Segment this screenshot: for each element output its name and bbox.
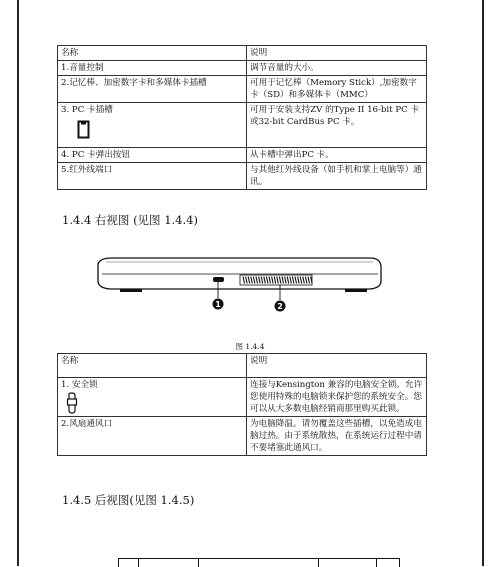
header-description: 说明	[247, 46, 427, 61]
header-description: 说明	[247, 354, 427, 378]
row-name-cell	[58, 378, 247, 417]
row-description: 可用于安装支持ZV 的Type II 16-bit PC 卡或32-bit CardBus PC 卡。	[247, 103, 427, 148]
table-header	[58, 46, 427, 61]
callout-1-label: 1	[215, 300, 221, 309]
ports-table	[57, 45, 427, 190]
security-lock-slot	[213, 277, 224, 282]
header-name: 名称	[58, 46, 247, 61]
laptop-right-view-figure	[90, 248, 390, 320]
table-row	[58, 76, 427, 103]
table-row	[58, 148, 427, 163]
row-name: 1.音量控制	[58, 61, 247, 76]
figure-caption: 图 1.4.4	[235, 342, 265, 351]
row-name: 5.红外线端口	[58, 163, 247, 190]
header-name: 名称	[58, 354, 247, 378]
page-border-right	[482, 0, 484, 566]
right-view-table	[57, 353, 427, 456]
fan-vent	[240, 275, 312, 285]
table-row	[58, 103, 427, 148]
table-row	[58, 417, 427, 456]
table-row	[58, 378, 427, 417]
table-row	[58, 61, 427, 76]
pc-card-slot-icon	[77, 120, 91, 140]
section-heading-right-view: 1.4.4 右视图 (见图 1.4.4)	[62, 213, 198, 227]
callout-2-label: 2	[277, 302, 283, 311]
row-description: 从卡槽中弹出PC 卡。	[247, 148, 427, 163]
row-name: 2.记忆棒、加密数字卡和多媒体卡插槽	[58, 76, 247, 103]
row-description: 调节音量的大小。	[247, 61, 427, 76]
row-description: 与其他红外线设备（如手机和掌上电脑等）通讯。	[247, 163, 427, 190]
page-border-left	[17, 0, 19, 566]
security-lock-icon	[65, 392, 79, 414]
section-heading-rear-view: 1.4.5 后视图(见图 1.4.5)	[62, 493, 195, 507]
table-header	[58, 354, 427, 378]
row-description: 为电脑降温。请勿覆盖这些插槽，以免造成电脑过热。由于系统散热，在系统运行过程中请不要堵塞此通风口。	[247, 417, 427, 456]
row-description: 可用于记忆棒（Memory Stick）,加密数字卡（SD）和多媒体卡（MMC）	[247, 76, 427, 103]
row-name: 3. PC 卡插槽	[61, 105, 113, 115]
table-row	[58, 163, 427, 190]
row-name: 4. PC 卡弹出按钮	[58, 148, 247, 163]
row-name-cell	[58, 103, 247, 148]
row-description: 连接与Kensington 兼容的电脑安全锁。允许您使用特殊的电脑锁来保护您的系统安全。您可以从大多数电脑经销商那里购买此锁。	[247, 378, 427, 417]
row-name: 2.风扇通风口	[58, 417, 247, 456]
row-name: 1. 安全锁	[61, 380, 98, 390]
